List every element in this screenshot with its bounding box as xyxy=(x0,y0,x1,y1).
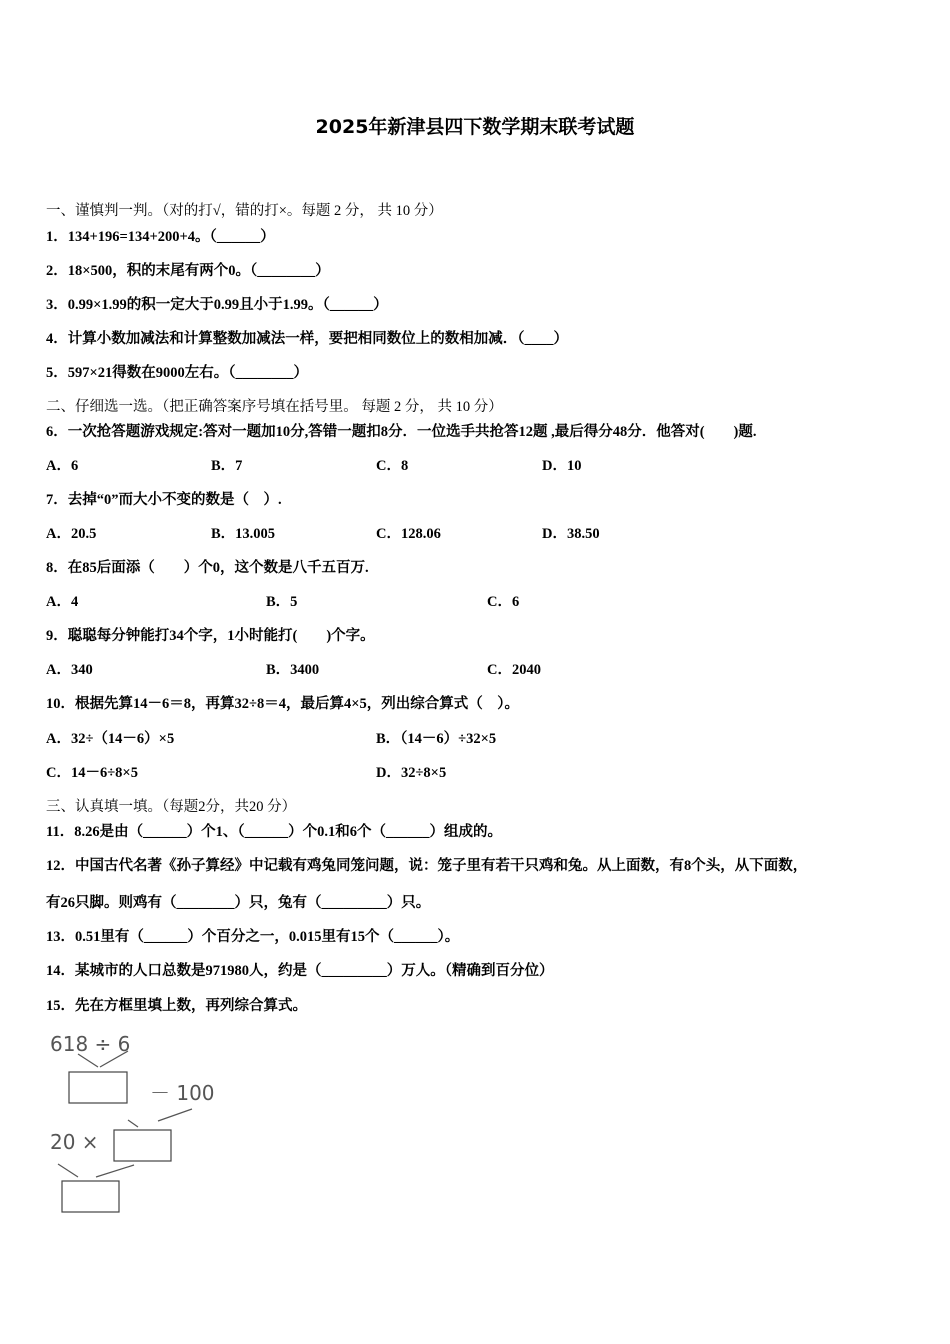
question-3: 3．0.99×1.99的积一定大于0.99且小于1.99。（______） xyxy=(46,297,388,313)
question-2: 2．18×500，积的末尾有两个0。（________） xyxy=(46,263,330,279)
question-9: 9．聪聪每分钟能打34个字，1小时能打( )个字。 xyxy=(46,628,375,644)
question-6: 6．一次抢答题游戏规定:答对一题加10分,答错一题扣8分．一位选手共抢答12题 ,最后得分48分．他答对( )题. xyxy=(46,424,757,440)
q10-option-b: B．（14－6）÷32×5 xyxy=(376,731,497,747)
question-14: 14．某城市的人口总数是971980人，约是（_________）万人。（精确到百分位） xyxy=(46,963,554,979)
diagram-times: 20 × xyxy=(50,1130,99,1154)
branch-line xyxy=(96,1165,134,1177)
q7-option-d: D．38.50 xyxy=(542,526,600,542)
diagram-row1: 618 ÷ 6 xyxy=(50,1032,131,1056)
q8-option-c: C．6 xyxy=(487,594,520,610)
answer-box-1[interactable] xyxy=(69,1072,127,1103)
q10-option-c: C．14－6÷8×5 xyxy=(46,765,138,781)
q7-option-c: C．128.06 xyxy=(376,526,441,542)
question-11: 11．8.26是由（______）个1、（______）个0.1和6个（______）组成的。 xyxy=(46,824,502,840)
q6-option-c: C．8 xyxy=(376,458,409,474)
question-4: 4．计算小数加减法和计算整数加减法一样，要把相同数位上的数相加减．（____） xyxy=(46,331,568,347)
branch-line xyxy=(158,1109,192,1121)
q9-option-b: B．3400 xyxy=(266,662,320,678)
section-heading-1: 一、谨慎判一判。（对的打√，错的打×。每题 2 分， 共 10 分） xyxy=(46,203,443,219)
q7-option-b: B．13.005 xyxy=(211,526,276,542)
q7-option-a: A．20.5 xyxy=(46,526,97,542)
question-8: 8．在85后面添（ ）个0，这个数是八千五百万. xyxy=(46,560,369,576)
question-12: 12．中国古代名著《孙子算经》中记载有鸡兔同笼问题，说：笼子里有若干只鸡和兔。从上面数，有8个头，从下面数， xyxy=(46,858,808,874)
q10-option-a: A．32÷（14－6）×5 xyxy=(46,731,175,747)
answer-box-2[interactable] xyxy=(114,1130,171,1161)
section-heading-3: 三、认真填一填。（每题2分，共20 分） xyxy=(46,799,297,815)
q10-option-d: D．32÷8×5 xyxy=(376,765,447,781)
question-5: 5．597×21得数在9000左右。（________） xyxy=(46,365,309,381)
q8-option-b: B．5 xyxy=(266,594,298,610)
q8-option-a: A．4 xyxy=(46,594,79,610)
question-1: 1．134+196=134+200+4。（______） xyxy=(46,229,275,245)
branch-line xyxy=(58,1164,78,1177)
q6-option-a: A．6 xyxy=(46,458,79,474)
section-heading-2: 二、仔细选一选。（把正确答案序号填在括号里。 每题 2 分， 共 10 分） xyxy=(46,399,503,415)
question-7: 7．去掉“0”而大小不变的数是（ ）. xyxy=(46,492,282,508)
answer-box-3[interactable] xyxy=(62,1181,119,1212)
q9-option-a: A．340 xyxy=(46,662,93,678)
q6-option-d: D．10 xyxy=(542,458,582,474)
question-15: 15．先在方框里填上数，再列综合算式。 xyxy=(46,998,307,1014)
page-title: 2025年新津县四下数学期末联考试题 xyxy=(315,116,635,138)
q9-option-c: C．2040 xyxy=(487,662,541,678)
question-13: 13．0.51里有（______）个百分之一，0.015里有15个（______）。 xyxy=(46,929,460,945)
diagram-minus: － 100 xyxy=(150,1081,215,1105)
question-10: 10．根据先算14－6＝8，再算32÷8＝4，最后算4×5，列出综合算式（ ）。 xyxy=(46,696,519,712)
calculation-diagram xyxy=(40,1025,260,1225)
branch-line xyxy=(128,1120,138,1127)
question-12-cont: 有26只脚。则鸡有（________）只，兔有（_________）只。 xyxy=(46,895,431,911)
q6-option-b: B．7 xyxy=(211,458,243,474)
